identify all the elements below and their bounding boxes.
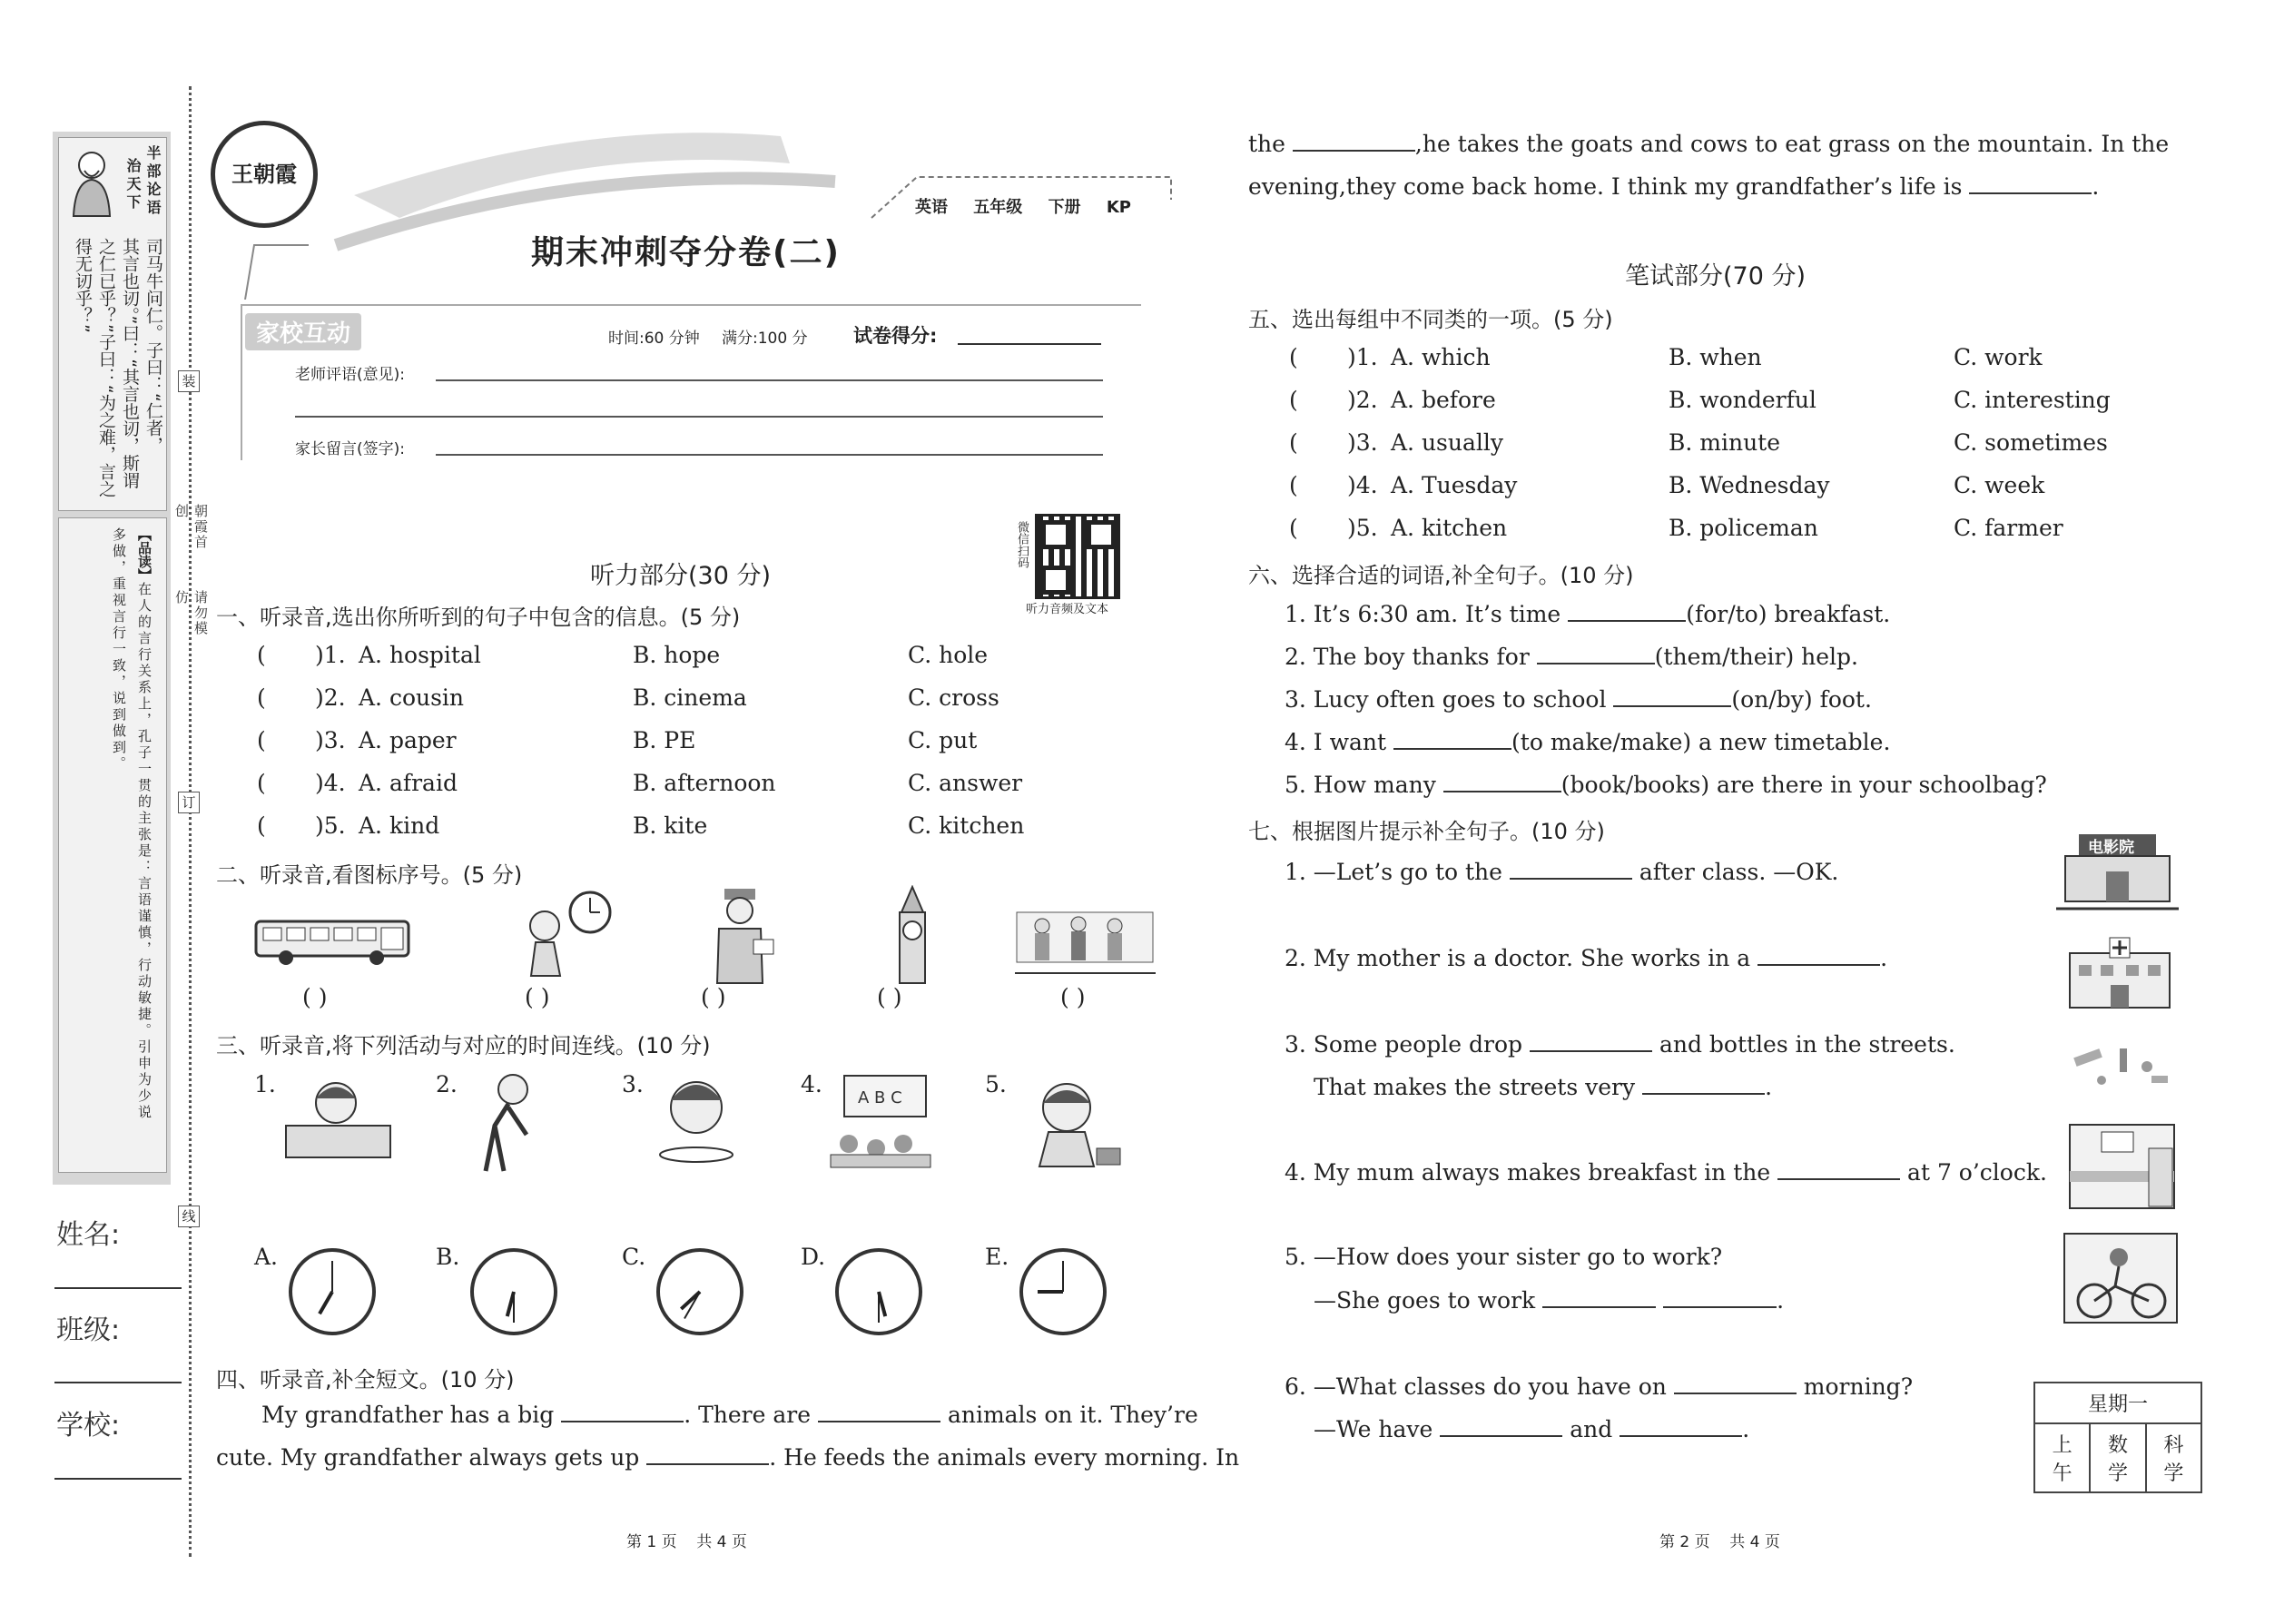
page-footer-2: 第 2 页 共 4 页 <box>1659 1533 1780 1551</box>
clock-hour-hand <box>318 1291 333 1314</box>
option-b[interactable]: B. policeman <box>1669 515 1818 541</box>
writing-title: 笔试部分(70 分) <box>1625 262 1807 290</box>
qr-label: 微信扫码 <box>1015 521 1029 568</box>
timetable <box>2033 1382 2202 1493</box>
tag-grade: 五年级 <box>973 198 1023 217</box>
option-c[interactable]: C. interesting <box>1954 387 2111 413</box>
reading-line-1: 在人的言行关系上，孔子一贯的主张是：言语谨慎，行动敏捷。引申为少说 <box>136 582 153 1121</box>
s7-q6-blank-2[interactable] <box>1440 1415 1562 1437</box>
score-field[interactable] <box>958 343 1101 345</box>
passage-line-3: the ,he takes the goats and cows to eat grass on the mountain. In the <box>1248 131 2170 157</box>
passage-line-1: My grandfather has a big . There are animals on it. They’re <box>261 1402 1198 1428</box>
option-c[interactable]: C. work <box>1954 344 2043 370</box>
reading-line-2: 多做，重视言行一致，说到做到。 <box>111 527 127 773</box>
option-a[interactable]: A. afraid <box>359 770 458 796</box>
class-lesson-icon <box>826 1071 935 1171</box>
answer-paren[interactable]: ( <box>257 770 266 796</box>
question-number: )4. <box>1347 472 1378 498</box>
option-b[interactable]: B. cinema <box>633 684 747 711</box>
option-a[interactable]: A. cousin <box>359 684 465 711</box>
boy-homework-icon <box>1017 1076 1126 1171</box>
s7-q6a: 6. —What classes do you have on morning? <box>1285 1373 1914 1400</box>
passage-blank-3[interactable] <box>646 1443 769 1465</box>
section-6-title: 六、选择合适的词语,补全句子。(10 分) <box>1248 563 1634 588</box>
clock-icon <box>289 1248 376 1335</box>
s7-q6b: —We have and . <box>1314 1416 1750 1442</box>
option-c[interactable]: C. answer <box>908 770 1023 796</box>
binding-line <box>189 86 192 1557</box>
option-a[interactable]: A. kind <box>359 812 440 839</box>
option-c[interactable]: C. sometimes <box>1954 429 2108 456</box>
s7-q1-blank[interactable] <box>1510 858 1632 880</box>
question-number: )4. <box>315 770 346 796</box>
clock-letter[interactable]: D. <box>801 1244 826 1270</box>
sentence-blank[interactable] <box>1568 600 1686 622</box>
s7-q4-blank[interactable] <box>1777 1158 1900 1180</box>
clock-letter[interactable]: E. <box>985 1244 1009 1270</box>
home-school-label: 家校互动 <box>245 313 361 350</box>
sidebar-subtitle: 治天下 <box>124 158 142 212</box>
name-field[interactable] <box>54 1287 182 1289</box>
sentence-start: 5. How many <box>1285 772 1436 798</box>
sentence-start: 1. It’s 6:30 am. It’s time <box>1285 601 1561 627</box>
question-number: )5. <box>1347 515 1378 541</box>
option-b[interactable]: B. hope <box>633 642 721 668</box>
teacher-comment-field[interactable] <box>436 379 1103 381</box>
passage-blank-1[interactable] <box>561 1401 684 1422</box>
option-c[interactable]: C. kitchen <box>908 812 1025 839</box>
s7-q5a: 5. —How does your sister go to work? <box>1285 1244 1723 1270</box>
s2-paren-2[interactable]: ( ) <box>525 984 550 1010</box>
parent-note-field[interactable] <box>436 454 1103 456</box>
clock-letter[interactable]: A. <box>254 1244 279 1270</box>
option-b[interactable]: B. afternoon <box>633 770 776 796</box>
answer-paren[interactable]: ( <box>1289 472 1298 498</box>
option-a[interactable]: A. before <box>1391 387 1496 413</box>
passage-line-4: evening,they come back home. I think my grandfather’s life is . <box>1248 173 2100 200</box>
qr-code-icon[interactable] <box>1035 514 1120 599</box>
answer-paren[interactable]: ( <box>257 727 266 753</box>
answer-paren[interactable]: ( <box>1289 387 1298 413</box>
class-field[interactable] <box>54 1382 182 1383</box>
section-1-title: 一、听录音,选出你所听到的句子中包含的信息。(5 分) <box>216 605 741 630</box>
sentence-end: (for/to) breakfast. <box>1686 601 1891 627</box>
passage-blank-5[interactable] <box>1969 172 2092 194</box>
teacher-comment-label: 老师评语(意见): <box>295 366 405 384</box>
question-number: )1. <box>315 642 346 668</box>
fill-sentence <box>1285 600 1890 627</box>
tag-term: 下册 <box>1048 198 1081 217</box>
boy-in-bed-icon <box>281 1071 395 1162</box>
s7-q6-blank-1[interactable] <box>1674 1373 1797 1394</box>
cut-mark-3: 线 <box>178 1206 200 1227</box>
page-footer-1: 第 1 页 共 4 页 <box>626 1533 747 1551</box>
margin-note-1: 朝霞首创 <box>173 504 209 550</box>
sentence-blank[interactable] <box>1443 771 1561 792</box>
fill-sentence <box>1285 685 1872 713</box>
clock-minute-hand <box>513 1292 515 1323</box>
s2-paren-1[interactable]: ( ) <box>302 984 328 1010</box>
timetable-cell: 上午 <box>2034 1423 2090 1492</box>
tag-subject: 英语 <box>915 198 948 217</box>
timetable-cell: 数学 <box>2090 1423 2145 1492</box>
clock-minute-hand <box>331 1261 333 1292</box>
option-c[interactable]: C. cross <box>908 684 999 711</box>
page-title: 期末冲刺夺分卷(二) <box>531 234 841 271</box>
clock-minute-hand <box>1062 1261 1064 1292</box>
s2-paren-4[interactable]: ( ) <box>877 984 902 1010</box>
sentence-blank[interactable] <box>1613 685 1731 707</box>
s7-q5-blank-2[interactable] <box>1663 1286 1777 1308</box>
option-b[interactable]: B. when <box>1669 344 1762 370</box>
question-number: )3. <box>315 727 346 753</box>
sentence-blank[interactable] <box>1393 728 1511 750</box>
quote-line-1: 司马牛问仁。子曰：“仁者， <box>143 238 163 454</box>
option-a[interactable]: A. which <box>1391 344 1491 370</box>
svg-text:A B C: A B C <box>858 1088 902 1107</box>
litter-icon <box>2065 1039 2174 1094</box>
question-number: )3. <box>1347 429 1378 456</box>
logo-text: 王朝霞 <box>231 162 297 187</box>
option-b[interactable]: B. minute <box>1669 429 1781 456</box>
option-a[interactable]: A. kitchen <box>1391 515 1508 541</box>
answer-paren[interactable]: ( <box>257 684 266 711</box>
sentence-start: 3. Lucy often goes to school <box>1285 686 1607 713</box>
cinema-sign: 电影院 <box>2088 839 2134 857</box>
cut-mark-2: 订 <box>178 792 200 813</box>
question-number: )5. <box>315 812 346 839</box>
cut-mark-1: 装 <box>178 370 200 392</box>
option-c[interactable]: C. farmer <box>1954 515 2063 541</box>
s2-paren-5[interactable]: ( ) <box>1060 984 1086 1010</box>
option-a[interactable]: A. Tuesday <box>1391 472 1518 498</box>
sentence-end: (on/by) foot. <box>1731 686 1872 713</box>
clock-icon <box>835 1248 922 1335</box>
postman-icon <box>699 885 781 985</box>
option-b[interactable]: B. wonderful <box>1669 387 1816 413</box>
confucius-icon <box>64 145 119 218</box>
sentence-end: (them/their) help. <box>1654 644 1858 670</box>
clock-icon <box>470 1248 557 1335</box>
question-number: )2. <box>315 684 346 711</box>
timetable-header: 星期一 <box>2034 1383 2201 1423</box>
boy-exercising-icon <box>468 1071 540 1176</box>
option-b[interactable]: B. kite <box>633 812 708 839</box>
option-a[interactable]: A. usually <box>1391 429 1503 456</box>
sidebar-reading-box <box>58 517 167 1173</box>
sidebar-strip <box>53 132 171 1185</box>
parent-note-label: 家长留言(签字): <box>295 440 405 458</box>
timetable-cell: 科学 <box>2146 1423 2201 1492</box>
kitchen-icon <box>2065 1121 2179 1212</box>
name-label: 姓名: <box>56 1219 121 1251</box>
section-3-title: 三、听录音,将下列活动与对应的时间连线。(10 分) <box>216 1033 711 1058</box>
answer-paren[interactable]: ( <box>1289 344 1298 370</box>
s7-q6-blank-3[interactable] <box>1620 1415 1742 1437</box>
logo <box>211 121 318 228</box>
score-label: 试卷得分: <box>853 325 938 347</box>
option-b[interactable]: B. PE <box>633 727 696 753</box>
s2-paren-3[interactable]: ( ) <box>701 984 726 1010</box>
edition-tags <box>915 194 1131 218</box>
clock-tower-icon <box>885 885 940 985</box>
activity-number: 1. <box>254 1071 276 1097</box>
s7-q2-blank[interactable] <box>1757 944 1880 966</box>
school-label: 学校: <box>56 1410 121 1442</box>
activity-number: 5. <box>985 1071 1007 1097</box>
sidebar-quote-box <box>58 137 167 511</box>
listening-title: 听力部分(30 分) <box>590 562 772 590</box>
answer-paren[interactable]: ( <box>257 812 266 839</box>
quote-line-3: 之仁已乎？”子曰：“为之难，言之 <box>96 238 116 497</box>
cyclist-icon <box>2063 1230 2179 1325</box>
clock-letter[interactable]: B. <box>436 1244 460 1270</box>
option-c[interactable]: C. week <box>1954 472 2045 498</box>
answer-paren[interactable]: ( <box>257 642 266 668</box>
answer-paren[interactable]: ( <box>1289 515 1298 541</box>
people-street-icon <box>1015 908 1156 976</box>
clock-letter[interactable]: C. <box>622 1244 646 1270</box>
girl-clock-icon <box>504 890 617 980</box>
hospital-icon <box>2061 930 2179 1017</box>
activity-number: 4. <box>801 1071 822 1097</box>
quote-line-2: 其言也讱。”曰：“其言也讱，斯谓 <box>120 238 140 489</box>
section-2-title: 二、听录音,看图标序号。(5 分) <box>216 862 523 888</box>
boy-eating-icon <box>645 1071 749 1166</box>
option-b[interactable]: B. Wednesday <box>1669 472 1830 498</box>
activity-number: 2. <box>436 1071 458 1097</box>
s7-q5-blank-1[interactable] <box>1542 1286 1656 1308</box>
bus-icon <box>254 917 413 967</box>
option-c[interactable]: C. hole <box>908 642 989 668</box>
sentence-start: 2. The boy thanks for <box>1285 644 1530 670</box>
section-5-title: 五、选出每组中不同类的一项。(5 分) <box>1248 307 1613 332</box>
sentence-blank[interactable] <box>1537 643 1655 664</box>
s7-q4: 4. My mum always makes breakfast in the at 7 o’clock. <box>1285 1159 2047 1186</box>
tag-code: KP <box>1106 198 1131 217</box>
qr-caption: 听力音频及文本 <box>1026 603 1109 616</box>
s7-q5b: —She goes to work . <box>1314 1287 1785 1314</box>
s7-q3b: That makes the streets very . <box>1314 1074 1773 1100</box>
reading-label: 【品读】 <box>136 527 153 582</box>
activity-number: 3. <box>622 1071 644 1097</box>
clock-hour-hand <box>1038 1290 1063 1294</box>
teacher-comment-field-2[interactable] <box>295 416 1103 418</box>
s7-q1: 1. —Let’s go to the after class. —OK. <box>1285 859 1839 885</box>
question-number: )1. <box>1347 344 1378 370</box>
passage-line-2: cute. My grandfather always gets up . He feeds the animals every morning. In <box>216 1444 1240 1471</box>
clock-minute-hand <box>878 1292 880 1323</box>
section-7-title: 七、根据图片提示补全句子。(10 分) <box>1248 819 1605 844</box>
question-number: )2. <box>1347 387 1378 413</box>
s7-q3a: 3. Some people drop and bottles in the streets. <box>1285 1031 1955 1058</box>
option-a[interactable]: A. paper <box>359 727 457 753</box>
quote-line-4: 得无讱乎？” <box>73 238 93 333</box>
option-a[interactable]: A. hospital <box>359 642 481 668</box>
sentence-start: 4. I want <box>1285 729 1387 755</box>
passage-blank-2[interactable] <box>818 1401 940 1422</box>
sentence-end: (to make/make) a new timetable. <box>1511 729 1891 755</box>
passage-blank-4[interactable] <box>1293 130 1415 152</box>
clock-icon <box>1019 1248 1107 1335</box>
full-score: 满分:100 分 <box>722 330 808 348</box>
sentence-end: (book/books) are there in your schoolbag? <box>1561 772 2047 798</box>
exam-time: 时间:60 分钟 <box>608 330 700 348</box>
school-field[interactable] <box>54 1478 182 1480</box>
margin-note-2: 请勿模仿 <box>173 590 209 636</box>
fill-sentence <box>1285 771 2047 798</box>
option-c[interactable]: C. put <box>908 727 978 753</box>
s7-q3-blank-1[interactable] <box>1530 1030 1652 1052</box>
s7-q2: 2. My mother is a doctor. She works in a . <box>1285 945 1888 971</box>
fill-sentence <box>1285 643 1858 670</box>
s7-q3-blank-2[interactable] <box>1642 1073 1765 1095</box>
fill-sentence <box>1285 728 1890 755</box>
class-label: 班级: <box>56 1314 121 1346</box>
clock-icon <box>656 1248 743 1335</box>
answer-paren[interactable]: ( <box>1289 429 1298 456</box>
sidebar-title: 半部论语 <box>144 145 162 218</box>
section-4-title: 四、听录音,补全短文。(10 分) <box>216 1367 515 1393</box>
